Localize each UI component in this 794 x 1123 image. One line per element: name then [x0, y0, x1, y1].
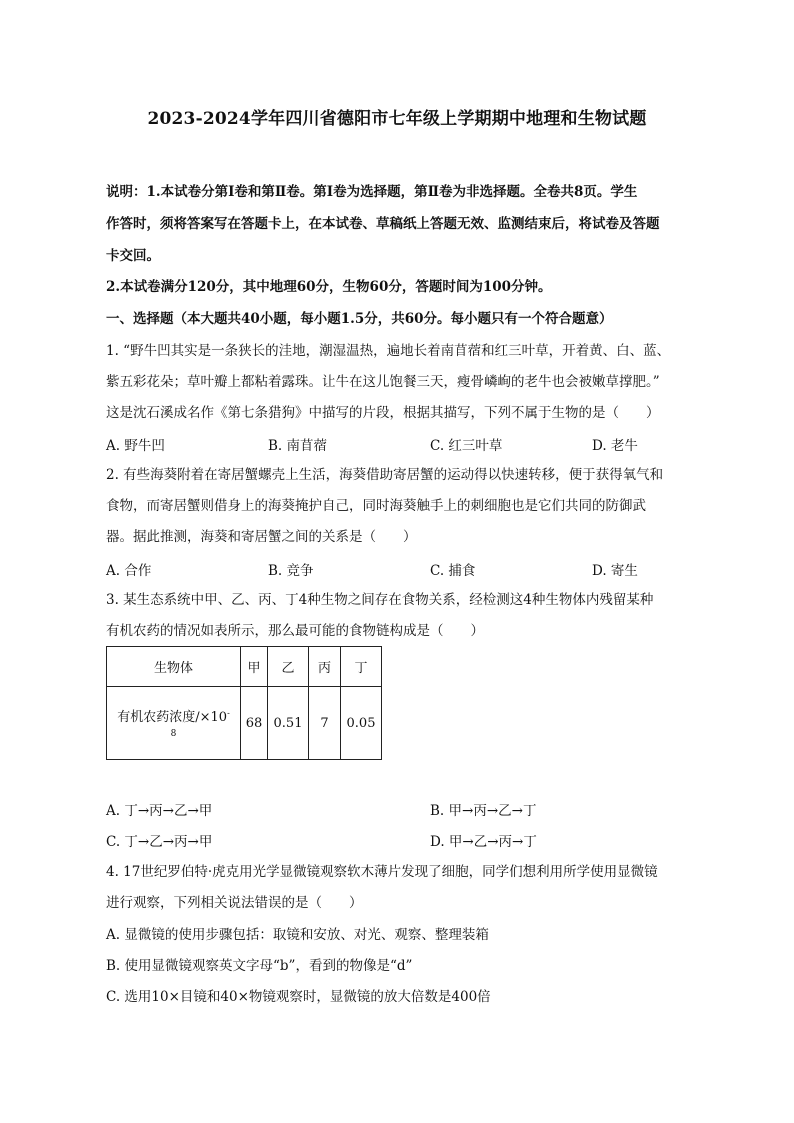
- question-3-option-d[interactable]: D. 甲→乙→丙→丁: [430, 834, 537, 850]
- table-header-cell: 甲: [241, 647, 268, 687]
- instructions-line-1: 说明：1.本试卷分第Ⅰ卷和第Ⅱ卷。第Ⅰ卷为选择题，第Ⅱ卷为非选择题。全卷共8页。学生: [106, 184, 638, 200]
- row-label-sup: -: [227, 708, 230, 718]
- question-4-option-c[interactable]: C. 选用10×目镜和40×物镜观察时，显微镜的放大倍数是400倍: [106, 989, 491, 1005]
- table-header-cell: 乙: [268, 647, 309, 687]
- table-cell: 68: [241, 687, 268, 760]
- question-1-line-3: 这是沈石溪成名作《第七条猎狗》中描写的片段，根据其描写，下列不属于生物的是（ ）: [106, 405, 660, 421]
- question-3-option-b[interactable]: B. 甲→丙→乙→丁: [430, 803, 537, 819]
- question-2-option-c[interactable]: C. 捕食: [430, 563, 476, 579]
- instructions-line-4: 2.本试卷满分120分，其中地理60分，生物60分，答题时间为100分钟。: [106, 279, 552, 295]
- question-3-options-row-1: [106, 799, 694, 819]
- question-1-option-d[interactable]: D. 老牛: [592, 438, 638, 454]
- table-header-row: [107, 647, 382, 687]
- table-cell: 0.51: [268, 687, 309, 760]
- pesticide-table: [106, 646, 382, 760]
- question-2-line-2: 食物，而寄居蟹则借身上的海葵掩护自己，同时海葵触手上的刺细胞也是它们共同的防御武: [106, 498, 646, 514]
- question-3-options-row-2: [106, 830, 694, 850]
- section-heading: 一、选择题（本大题共40小题，每小题1.5分，共60分。每小题只有一个符合题意）: [106, 311, 613, 327]
- page-title: 2023-2024学年四川省德阳市七年级上学期期中地理和生物试题: [147, 109, 647, 129]
- table-header-cell: 生物体: [107, 647, 241, 687]
- question-3-option-c[interactable]: C. 丁→乙→丙→甲: [106, 834, 213, 850]
- question-2-line-3: 器。据此推测，海葵和寄居蟹之间的关系是（ ）: [106, 529, 417, 545]
- table-cell: 0.05: [341, 687, 382, 760]
- table-row-label: [107, 687, 241, 760]
- question-3-line-1: 3. 某生态系统中甲、乙、丙、丁4种生物之间存在食物关系，经检测这4种生物体内残留某种: [106, 592, 654, 608]
- question-4-option-a[interactable]: A. 显微镜的使用步骤包括：取镜和安放、对光、观察、整理装箱: [106, 927, 489, 943]
- question-3-line-2: 有机农药的情况如表所示，那么最可能的食物链构成是（ ）: [106, 623, 484, 639]
- question-1-line-2: 紫五彩花朵；草叶瓣上都粘着露珠。让牛在这儿饱餐三天，瘦骨嶙峋的老牛也会被嫩草撑肥。”: [106, 374, 660, 390]
- question-1-options: [106, 434, 694, 454]
- question-3-option-a[interactable]: A. 丁→丙→乙→甲: [106, 803, 213, 819]
- table-header-cell: 丁: [341, 647, 382, 687]
- table-cell: 7: [309, 687, 341, 760]
- question-2-option-a[interactable]: A. 合作: [106, 563, 152, 579]
- row-label-text: 有机农药浓度/×10: [117, 710, 228, 725]
- question-2-line-1: 2. 有些海葵附着在寄居蟹螺壳上生活，海葵借助寄居蟹的运动得以快速转移，便于获得氧气和: [106, 467, 664, 483]
- question-4-option-b[interactable]: B. 使用显微镜观察英文字母“b”，看到的物像是“d”: [106, 958, 413, 974]
- row-label-exponent: 8: [170, 729, 177, 739]
- table-row: [107, 687, 382, 760]
- question-2-options: [106, 559, 694, 579]
- question-1-option-c[interactable]: C. 红三叶草: [430, 438, 503, 454]
- question-2-option-b[interactable]: B. 竞争: [268, 563, 314, 579]
- table-header-cell: 丙: [309, 647, 341, 687]
- question-4-line-2: 进行观察，下列相关说法错误的是（ ）: [106, 895, 363, 911]
- question-1-line-1: 1. “野牛凹其实是一条狭长的洼地，潮湿温热，遍地长着南苜蓿和红三叶草，开着黄、白、蓝、: [106, 343, 671, 359]
- instructions-line-2: 作答时，须将答案写在答题卡上，在本试卷、草稿纸上答题无效、监测结束后，将试卷及答题: [106, 216, 660, 232]
- question-2-option-d[interactable]: D. 寄生: [592, 563, 638, 579]
- question-4-line-1: 4. 17世纪罗伯特·虎克用光学显微镜观察软木薄片发现了细胞，同学们想利用所学使用显微镜: [106, 864, 658, 880]
- question-1-option-b[interactable]: B. 南苜蓿: [268, 438, 328, 454]
- instructions-line-3: 卡交回。: [106, 248, 160, 264]
- question-1-option-a[interactable]: A. 野牛凹: [106, 438, 165, 454]
